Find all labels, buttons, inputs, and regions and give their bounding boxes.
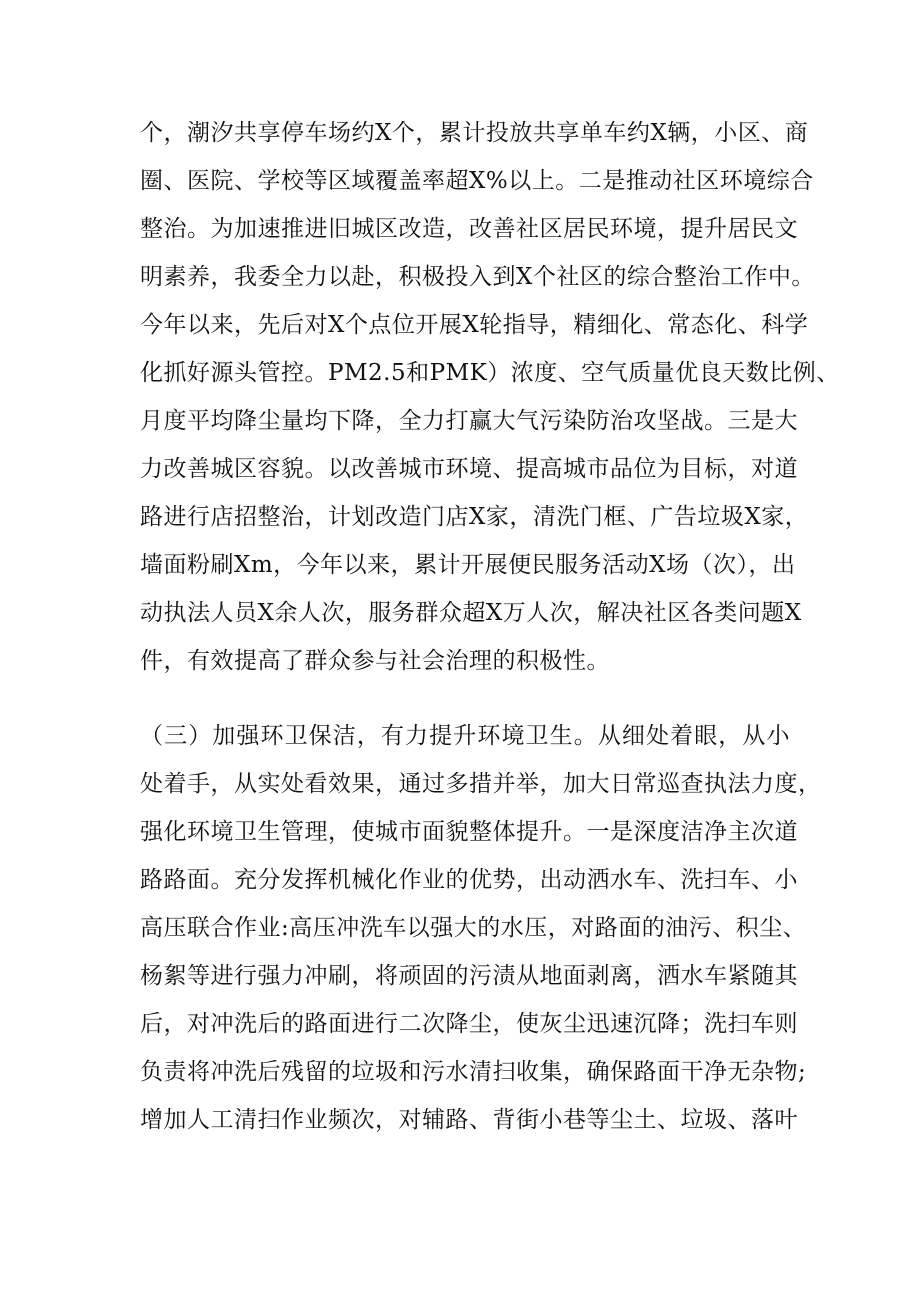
text-line: 个，潮汐共享停车场约X个，累计投放共享单车约X辆，小区、商 — [140, 120, 809, 146]
text-line: 墙面粉刷Xm，今年以来，累计开展便民服务活动X场（次），出 — [140, 552, 796, 578]
text-line: 整治。为加速推进旧城区改造，改善社区居民环境，提升居民文 — [140, 216, 798, 242]
text-line: 处着手，从实处看效果，通过多措并举，加大日常巡查执法力度， — [140, 771, 822, 797]
text-line: 今年以来，先后对X个点位开展X轮指导，精细化、常态化、科学 — [140, 312, 809, 338]
text-line: 力改善城区容貌。以改善城市环境、提高城市品位为目标，对道 — [140, 456, 798, 482]
text-line: 后，对冲洗后的路面进行二次降尘，使灰尘迅速沉降；洗扫车则 — [140, 1011, 798, 1037]
text-line: 路路面。充分发挥机械化作业的优势，出动洒水车、洗扫车、小 — [140, 867, 798, 893]
text-line: 负责将冲洗后残留的垃圾和污水清扫收集，确保路面干净无杂物; — [140, 1059, 807, 1085]
text-line: 明素养，我委全力以赴，积极投入到X个社区的综合整治工作中。 — [140, 264, 815, 290]
text-line: 杨絮等进行强力冲刷，将顽固的污渍从地面剥离，洒水车紧随其 — [140, 963, 798, 989]
text-line: 路进行店招整治，计划改造门店X家，清洗门框、广告垃圾X家， — [140, 504, 809, 530]
text-line: 件，有效提高了群众参与社会治理的积极性。 — [140, 648, 610, 674]
text-line: 圈、医院、学校等区域覆盖率超X%以上。二是推动社区环境综合 — [140, 168, 814, 194]
paragraph-1 — [140, 109, 840, 685]
paragraph-2 — [140, 712, 822, 1144]
text-line: 月度平均降尘量均下降，全力打赢大气污染防治攻坚战。三是大 — [140, 408, 798, 434]
text-line: 高压联合作业:高压冲洗车以强大的水压，对路面的油污、积尘、 — [140, 915, 807, 941]
text-line: 动执法人员X余人次，服务群众超X万人次，解决社区各类问题X — [140, 600, 802, 626]
text-line: 增加人工清扫作业频次，对辅路、背街小巷等尘土、垃圾、落叶 — [140, 1107, 798, 1133]
text-line: （三）加强环卫保洁，有力提升环境卫生。从细处着眼，从小 — [140, 723, 790, 749]
text-line: 化抓好源头管控。PM2.5和PMK）浓度、空气质量优良天数比例、 — [140, 360, 840, 386]
text-line: 强化环境卫生管理，使城市面貌整体提升。一是深度洁净主次道 — [140, 819, 798, 845]
